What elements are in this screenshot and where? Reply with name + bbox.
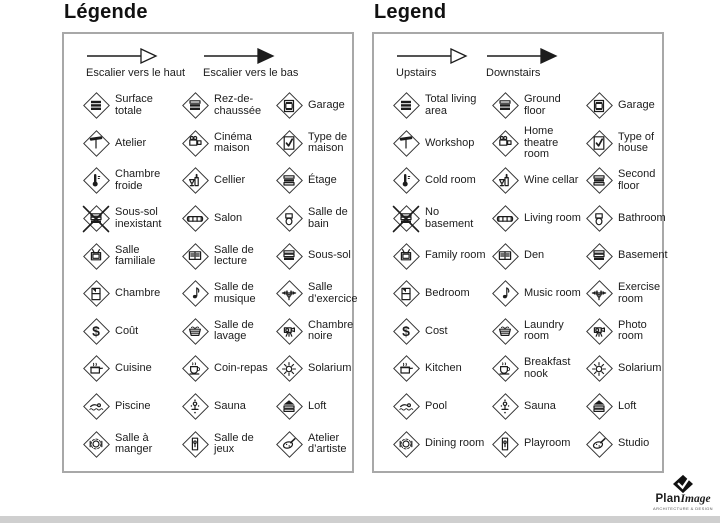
legend-item-label: Chambre noire xyxy=(308,318,354,343)
no-basement-icon xyxy=(82,205,110,233)
stairs-arrow-row xyxy=(86,47,316,79)
legend-item-wine-cellar xyxy=(491,167,585,195)
legend-item-living-room xyxy=(181,205,275,233)
legend-item-bathroom xyxy=(275,205,359,233)
legend-item-second-floor xyxy=(585,167,669,195)
den-icon xyxy=(491,242,519,270)
studio-icon xyxy=(275,430,303,458)
legend-item-label: Salle de bain xyxy=(308,206,348,230)
workshop-icon xyxy=(82,129,110,157)
kitchen-icon xyxy=(82,355,110,383)
legend-item-solarium xyxy=(275,355,359,383)
legend-item-label: Second floor xyxy=(618,168,656,192)
basement-icon xyxy=(275,242,303,270)
exercise-room-icon xyxy=(585,280,613,308)
ground-floor-icon xyxy=(491,92,519,120)
legend-item-loft xyxy=(585,393,669,421)
legend-item-ground-floor xyxy=(181,92,275,120)
cold-room-icon xyxy=(392,167,420,195)
home-theatre-icon xyxy=(491,129,519,157)
legend-item-wine-cellar xyxy=(181,167,275,195)
studio-icon xyxy=(585,430,613,458)
legend-item-cost xyxy=(392,317,491,345)
music-room-icon xyxy=(491,280,519,308)
legend-item-garage xyxy=(585,92,669,120)
planimage-diamond-mark-icon xyxy=(671,474,695,494)
legend-item-label: Kitchen xyxy=(425,362,462,375)
legend-item-dining-room xyxy=(392,430,491,458)
legend-item-home-theatre xyxy=(491,126,585,161)
legend-item-label: Sauna xyxy=(524,399,556,412)
kitchen-icon xyxy=(392,355,420,383)
legend-item-label: Loft xyxy=(308,399,327,412)
bathroom-icon xyxy=(585,205,613,233)
legend-item-bathroom xyxy=(585,205,669,233)
wine-cellar-icon xyxy=(181,167,209,195)
playroom-icon xyxy=(181,430,209,458)
music-room-icon xyxy=(181,280,209,308)
legend-item-label: Atelier d’artiste xyxy=(308,431,347,456)
legend-item-label: Total living area xyxy=(425,93,477,117)
legend-grid-french xyxy=(82,87,359,463)
legend-item-den xyxy=(491,242,585,270)
svg-text:$: $ xyxy=(402,323,410,340)
living-room-icon xyxy=(181,205,209,233)
legend-item-loft xyxy=(275,393,359,421)
breakfast-nook-icon xyxy=(491,355,519,383)
legend-item-sauna xyxy=(181,393,275,421)
solarium-icon xyxy=(275,355,303,383)
family-room-icon xyxy=(82,242,110,270)
stairs-up-entry xyxy=(396,47,468,79)
legend-item-studio xyxy=(275,430,359,458)
legend-item-label: Basement xyxy=(618,249,668,262)
legend-item-basement xyxy=(585,242,669,270)
legend-item-label: Workshop xyxy=(425,136,475,149)
logo-wordmark xyxy=(655,494,710,505)
legend-item-no-basement xyxy=(82,205,181,233)
stairs-down-entry xyxy=(203,47,298,79)
dining-room-icon xyxy=(392,430,420,458)
stairs-down-entry xyxy=(486,47,558,79)
legend-item-total-living-area xyxy=(392,92,491,120)
solarium-icon xyxy=(585,355,613,383)
legend-item-label: Piscine xyxy=(115,399,151,412)
logo-word-image: Image xyxy=(680,493,711,505)
legend-item-label: Sauna xyxy=(214,399,246,412)
legend-item-bedroom xyxy=(82,280,181,308)
legend-item-laundry-room xyxy=(181,317,275,345)
legend-item-kitchen xyxy=(392,355,491,383)
legend-item-label: Laundry room xyxy=(524,318,564,343)
stairs-down-arrow-icon xyxy=(203,47,275,65)
legend-item-label: No basement xyxy=(425,206,474,230)
legend-item-label: Salle de lavage xyxy=(214,318,254,343)
legend-item-type-of-house xyxy=(275,129,359,157)
home-theatre-icon xyxy=(181,129,209,157)
cost-icon xyxy=(392,317,420,345)
legend-item-second-floor xyxy=(275,167,359,195)
family-room-icon xyxy=(392,242,420,270)
legend-item-label: Playroom xyxy=(524,437,571,450)
legend-panel-french xyxy=(62,32,358,473)
legend-item-label: Salle d’exercice xyxy=(308,281,358,305)
playroom-icon xyxy=(491,430,519,458)
pool-icon xyxy=(82,393,110,421)
legend-item-label: Ground floor xyxy=(524,93,561,117)
legend-item-basement xyxy=(275,242,359,270)
workshop-icon xyxy=(392,129,420,157)
breakfast-nook-icon xyxy=(181,355,209,383)
legend-item-photo-room xyxy=(585,317,669,345)
legend-item-label: Coût xyxy=(115,324,139,337)
stairs-up-entry xyxy=(86,47,185,79)
legend-item-label: Dining room xyxy=(425,437,485,450)
legend-item-label: Cellier xyxy=(214,174,246,187)
stairs-up-arrow-icon xyxy=(86,47,158,65)
total-living-area-icon xyxy=(392,92,420,120)
pool-icon xyxy=(392,393,420,421)
legend-item-label: Salle de lecture xyxy=(214,243,254,268)
cost-icon xyxy=(82,317,110,345)
legend-item-den xyxy=(181,242,275,270)
legend-item-pool xyxy=(82,393,181,421)
cold-room-icon xyxy=(82,167,110,195)
legend-item-label: Coin-repas xyxy=(214,362,268,375)
photo-room-icon xyxy=(585,317,613,345)
legend-item-label: Type de maison xyxy=(308,130,348,155)
legend-item-ground-floor xyxy=(491,92,585,120)
legend-item-label: Chambre froide xyxy=(115,168,161,192)
sauna-icon xyxy=(181,393,209,421)
stairs-down-label: Escalier vers le bas xyxy=(203,67,299,79)
no-basement-icon xyxy=(392,205,420,233)
legend-item-photo-room xyxy=(275,317,359,345)
legend-item-label: Type of house xyxy=(618,130,655,155)
legend-item-label: Atelier xyxy=(115,136,147,149)
second-floor-icon xyxy=(585,167,613,195)
legend-item-label: Cuisine xyxy=(115,362,152,375)
legend-item-label: Wine cellar xyxy=(524,174,579,187)
legend-grid-english xyxy=(392,87,669,463)
page-title-french: Légende xyxy=(64,1,148,23)
laundry-room-icon xyxy=(491,317,519,345)
legend-item-music-room xyxy=(491,280,585,308)
legend-item-label: Home theatre room xyxy=(524,125,559,161)
exercise-room-icon xyxy=(275,280,303,308)
legend-item-dining-room xyxy=(82,430,181,458)
legend-item-total-living-area xyxy=(82,92,181,120)
stairs-down-label: Downstairs xyxy=(486,67,541,79)
legend-item-laundry-room xyxy=(491,317,585,345)
stairs-arrow-row xyxy=(396,47,576,79)
bedroom-icon xyxy=(82,280,110,308)
bedroom-icon xyxy=(392,280,420,308)
legend-item-garage xyxy=(275,92,359,120)
garage-icon xyxy=(585,92,613,120)
legend-item-label: Exercise room xyxy=(618,281,661,305)
second-floor-icon xyxy=(275,167,303,195)
legend-item-label: Garage xyxy=(308,99,345,112)
legend-item-label: Salon xyxy=(214,211,243,224)
loft-icon xyxy=(585,393,613,421)
legend-item-bedroom xyxy=(392,280,491,308)
legend-item-cost xyxy=(82,317,181,345)
legend-item-sauna xyxy=(491,393,585,421)
legend-item-label: Den xyxy=(524,249,545,262)
legend-item-no-basement xyxy=(392,205,491,233)
legend-item-family-room xyxy=(82,242,181,270)
garage-icon xyxy=(275,92,303,120)
loft-icon xyxy=(275,393,303,421)
legend-item-breakfast-nook xyxy=(491,355,585,383)
legend-item-label: Breakfast nook xyxy=(524,356,571,380)
legend-item-label: Solarium xyxy=(618,362,662,375)
stairs-up-arrow-icon xyxy=(396,47,468,65)
legend-item-breakfast-nook xyxy=(181,355,275,383)
type-of-house-icon xyxy=(275,129,303,157)
photo-room-icon xyxy=(275,317,303,345)
legend-item-label: Music room xyxy=(524,287,581,300)
legend-item-label: Cold room xyxy=(425,174,476,187)
legend-item-playroom xyxy=(181,430,275,458)
legend-item-label: Salle de musique xyxy=(214,281,256,305)
legend-item-label: Living room xyxy=(524,211,581,224)
legend-item-label: Salle familiale xyxy=(115,243,156,268)
legend-item-playroom xyxy=(491,430,585,458)
legend-item-label: Family room xyxy=(425,249,486,262)
legend-item-workshop xyxy=(82,129,181,157)
legend-item-label: Garage xyxy=(618,99,655,112)
legend-item-label: Rez-de-chaussée xyxy=(214,93,262,117)
legend-item-exercise-room xyxy=(585,280,669,308)
legend-item-studio xyxy=(585,430,669,458)
stairs-down-arrow-icon xyxy=(486,47,558,65)
logo-tagline: ARCHITECTURE & DESIGN xyxy=(653,506,713,511)
legend-item-label: Sous-sol inexistant xyxy=(115,206,162,230)
legend-item-label: Bathroom xyxy=(618,211,666,224)
legend-item-label: Studio xyxy=(618,437,650,450)
type-of-house-icon xyxy=(585,129,613,157)
legend-item-cold-room xyxy=(82,167,181,195)
bottom-gray-bar xyxy=(0,516,720,523)
legend-item-label: Solarium xyxy=(308,362,352,375)
stairs-up-label: Upstairs xyxy=(396,67,437,79)
legend-item-cold-room xyxy=(392,167,491,195)
planimage-logo xyxy=(650,474,716,511)
bathroom-icon xyxy=(275,205,303,233)
svg-text:$: $ xyxy=(92,323,100,340)
legend-item-label: Salle à manger xyxy=(115,431,153,456)
dining-room-icon xyxy=(82,430,110,458)
legend-item-label: Pool xyxy=(425,399,448,412)
legend-item-label: Étage xyxy=(308,174,337,187)
legend-item-label: Surface totale xyxy=(115,93,153,117)
total-living-area-icon xyxy=(82,92,110,120)
legend-item-solarium xyxy=(585,355,669,383)
sauna-icon xyxy=(491,393,519,421)
legend-item-label: Sous-sol xyxy=(308,249,351,262)
den-icon xyxy=(181,242,209,270)
page-title-english: Legend xyxy=(374,1,447,23)
legend-item-pool xyxy=(392,393,491,421)
legend-item-exercise-room xyxy=(275,280,359,308)
legend-item-workshop xyxy=(392,129,491,157)
basement-icon xyxy=(585,242,613,270)
ground-floor-icon xyxy=(181,92,209,120)
legend-item-label: Chambre xyxy=(115,287,161,300)
legend-item-label: Cinéma maison xyxy=(214,130,252,155)
stairs-up-label: Escalier vers le haut xyxy=(86,67,186,79)
wine-cellar-icon xyxy=(491,167,519,195)
legend-item-label: Loft xyxy=(618,399,637,412)
legend-item-music-room xyxy=(181,280,275,308)
legend-item-home-theatre xyxy=(181,129,275,157)
legend-item-label: Photo room xyxy=(618,318,647,343)
legend-item-kitchen xyxy=(82,355,181,383)
living-room-icon xyxy=(491,205,519,233)
legend-item-living-room xyxy=(491,205,585,233)
legend-item-label: Salle de jeux xyxy=(214,431,254,456)
legend-panel-english xyxy=(372,32,668,473)
legend-item-label: Bedroom xyxy=(425,287,470,300)
legend-item-label: Cost xyxy=(425,324,448,337)
laundry-room-icon xyxy=(181,317,209,345)
logo-word-plan: Plan xyxy=(655,493,681,505)
legend-item-type-of-house xyxy=(585,129,669,157)
legend-item-family-room xyxy=(392,242,491,270)
